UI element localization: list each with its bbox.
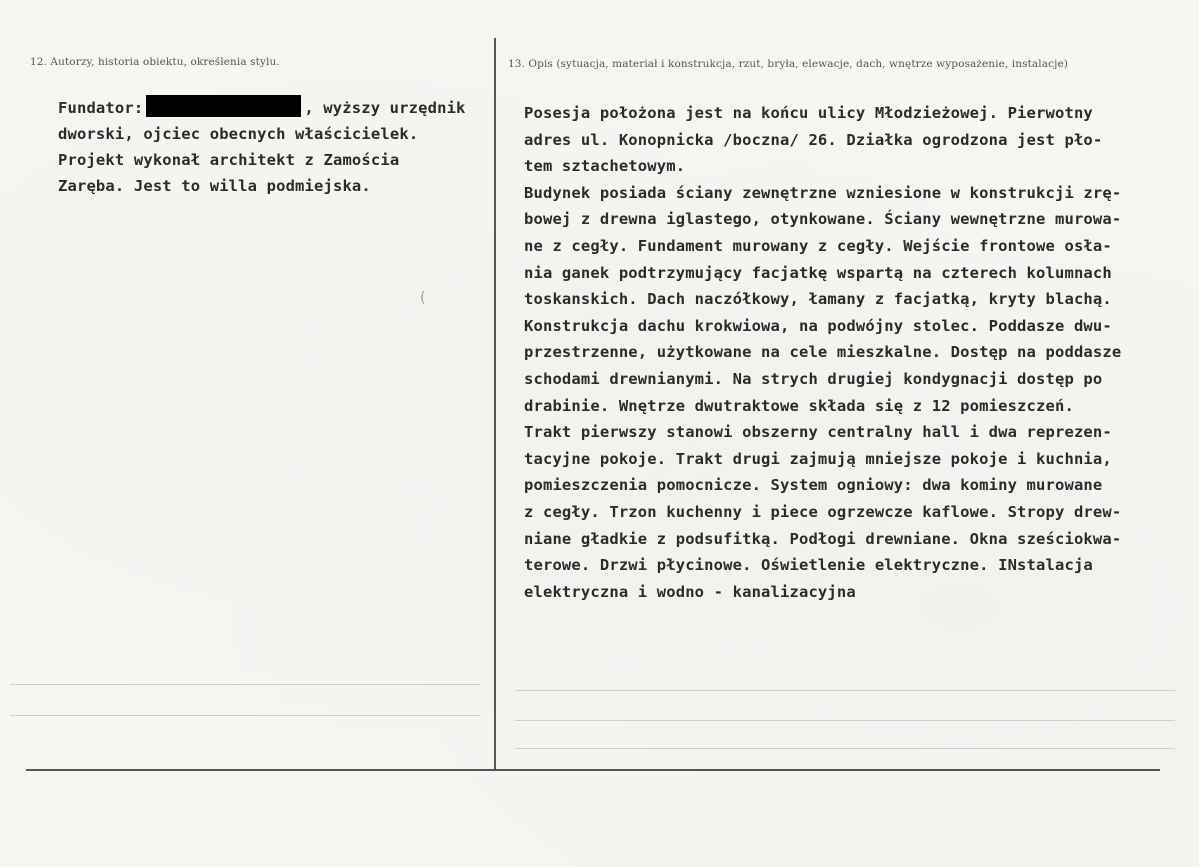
- section-13-header: 13. Opis (sytuacja, materiał i konstrukcja, rzut, bryła, elewacje, dach, wnętrze wyposażenie, instalacje): [508, 58, 1068, 70]
- faint-line: [10, 715, 480, 716]
- column-divider: [494, 38, 496, 770]
- typed-line: Zaręba. Jest to willa podmiejska.: [58, 177, 371, 195]
- typed-line: schodami drewnianymi. Na strych drugiej kondygnacji dostęp po: [524, 369, 1103, 388]
- faint-line: [10, 684, 480, 685]
- typed-line: Budynek posiada ściany zewnętrzne wzniesione w konstrukcji zrę-: [524, 183, 1122, 202]
- bottom-rule: [26, 769, 1160, 771]
- typed-line: tem sztachetowym.: [524, 157, 686, 176]
- faint-line: [515, 720, 1175, 721]
- typed-line: tacyjne pokoje. Trakt drugi zajmują mniejsze pokoje i kuchnia,: [524, 449, 1112, 468]
- faint-line: [515, 748, 1175, 749]
- typed-line: [58, 95, 466, 121]
- redacted-name: [146, 95, 301, 117]
- typed-line: nia ganek podtrzymujący facjatkę wspartą na czterech kolumnach: [524, 263, 1112, 282]
- paper-mark: (: [420, 290, 426, 306]
- description-text: [524, 100, 1121, 605]
- typed-line: ne z cegły. Fundament murowany z cegły. Wejście frontowe osła-: [524, 236, 1112, 255]
- typed-line: pomieszczenia pomocnicze. System ogniowy: dwa kominy murowane: [524, 476, 1103, 495]
- typed-line: elektryczna i wodno - kanalizacyjna: [524, 582, 856, 601]
- typed-line: Projekt wykonał architekt z Zamościa: [58, 151, 400, 169]
- typed-line: toskanskich. Dach naczółkowy, łamany z facjatką, kryty blachą.: [524, 290, 1112, 309]
- faint-line: [515, 690, 1175, 691]
- typed-line: dworski, ojciec obecnych właścicielek.: [58, 125, 419, 143]
- typed-line: Posesja położona jest na końcu ulicy Młodzieżowej. Pierwotny: [524, 104, 1093, 122]
- typed-line: drabinie. Wnętrze dwutraktowe składa się z 12 pomieszczeń.: [524, 396, 1074, 415]
- section-12-header: 12. Autorzy, historia obiektu, określenia stylu.: [30, 56, 280, 68]
- typed-line: przestrzenne, użytkowane na cele mieszkalne. Dostęp na poddasze: [524, 343, 1122, 362]
- typed-line: z cegły. Trzon kuchenny i piece ogrzewcze kaflowe. Stropy drew-: [524, 502, 1122, 521]
- typed-line: Trakt pierwszy stanowi obszerny centralny hall i dwa reprezen-: [524, 423, 1112, 442]
- typed-line: niane gładkie z podsufitką. Podłogi drewniane. Okna sześciokwa-: [524, 529, 1122, 548]
- typed-line: bowej z drewna iglastego, otynkowane. Ściany wewnętrzne murowa-: [524, 210, 1122, 229]
- typed-line: terowe. Drzwi płycinowe. Oświetlenie elektryczne. INstalacja: [524, 556, 1093, 575]
- typed-line: Konstrukcja dachu krokwiowa, na podwójny stolec. Poddasze dwu-: [524, 316, 1112, 335]
- founder-label: Fundator:: [58, 99, 144, 117]
- founder-role: , wyższy urzędnik: [304, 99, 466, 117]
- typed-line: adres ul. Konopnicka /boczna/ 26. Działka ogrodzona jest pło-: [524, 130, 1103, 149]
- authors-history-text: [58, 95, 466, 199]
